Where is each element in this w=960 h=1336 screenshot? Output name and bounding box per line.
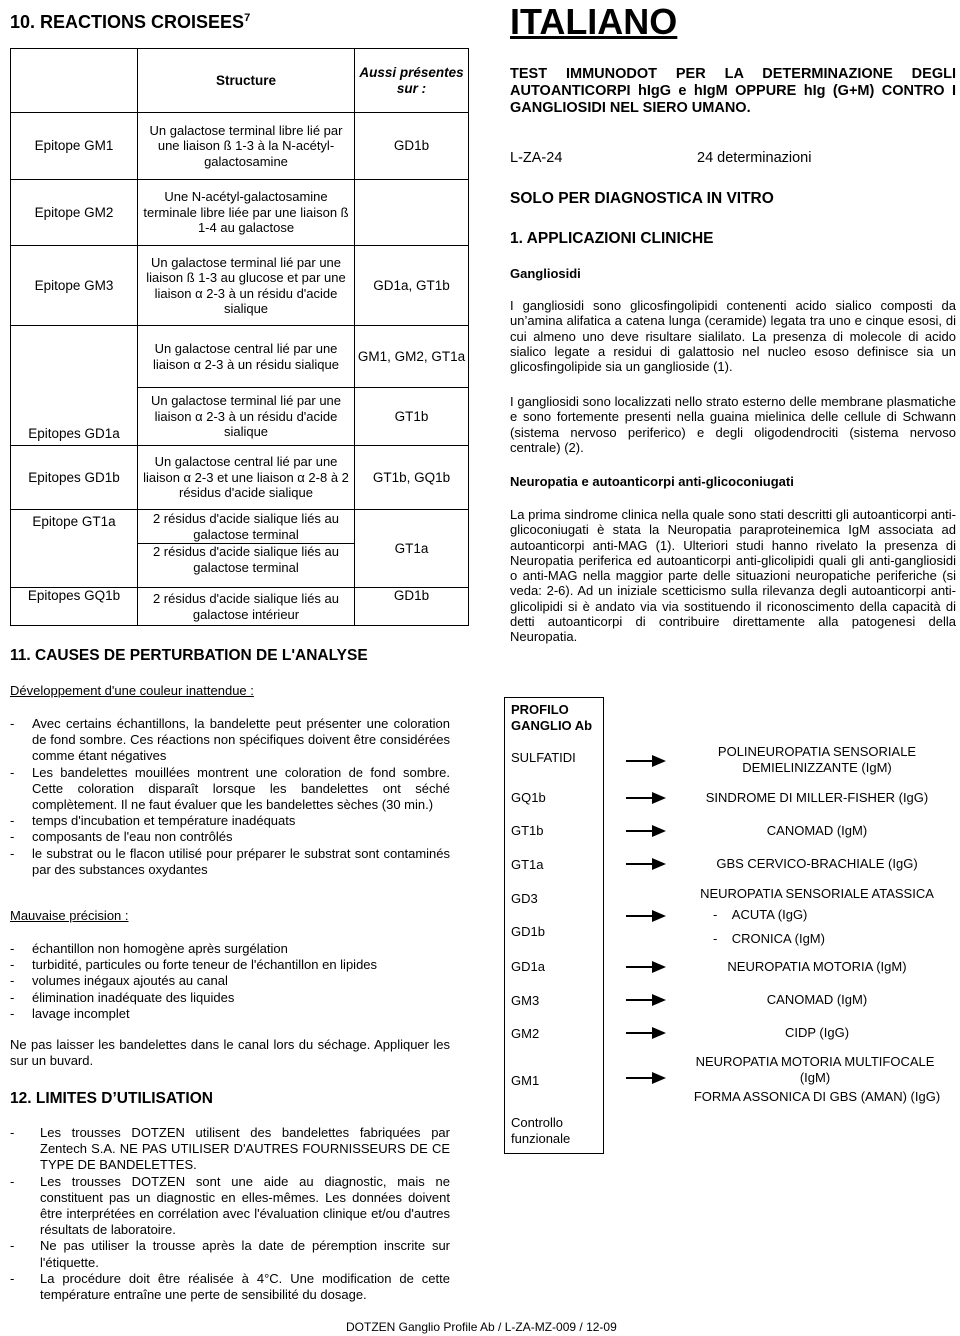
- structure-gt1a-a: 2 résidus d'acide sialique liés au galactose terminal: [138, 510, 355, 544]
- determinations-count: 24 determinazioni: [697, 150, 812, 166]
- profile-item-gq1b: GQ1b: [511, 790, 546, 805]
- structure-gq1b: 2 résidus d'acide sialique liés au galactose intérieur: [138, 588, 355, 626]
- gangliosidi-heading: Gangliosidi: [510, 266, 581, 281]
- arrow-right-icon: [626, 858, 666, 870]
- profile-header: PROFILO GANGLIO Ab: [511, 702, 593, 733]
- list-item: - le substrat ou le flacon utilisé pour préparer le substrat sont contaminés par des substances oxydantes: [10, 846, 450, 878]
- epitope-gm2: Epitope GM2: [11, 180, 138, 246]
- result-gm1-b: FORMA ASSONICA DI GBS (AMAN) (IgG): [693, 1089, 941, 1104]
- epitope-gq1b: Epitopes GQ1b: [11, 588, 138, 626]
- result-gt1a: GBS CERVICO-BRACHIALE (IgG): [716, 856, 918, 871]
- list-limites: [10, 1125, 450, 1303]
- profile-item-gd1a: GD1a: [511, 959, 545, 974]
- structure-gd1b-b: Un galactose central lié par une liaison α 2-3 et une liaison α 2-8 à 2 résidus d'acide sialique: [138, 446, 355, 510]
- structure-gd1a: Un galactose central lié par une liaison α 2-3 à un résidu sialique: [138, 326, 355, 388]
- profile-item-gt1a: GT1a: [511, 857, 544, 872]
- paragraph-localizzazione: I gangliosidi sono localizzati nello strato esterno delle membrane plasmatiche e sono fortemente presenti nella guaina mielinica delle cellule di Schwann (sistema nervoso periferico) e degli oligodendrociti (sistema nervoso centrale) (2).: [510, 394, 956, 455]
- aussi-gm2: [355, 180, 469, 246]
- list-item: - composants de l'eau non contrôlés: [10, 829, 450, 845]
- list-item: - élimination inadéquate des liquides: [10, 990, 450, 1006]
- product-code: L-ZA-24: [510, 150, 563, 166]
- arrow-right-icon: [626, 792, 666, 804]
- header-structure: Structure: [138, 49, 355, 113]
- list-item: - turbidité, particules ou forte teneur de l'échantillon en lipides: [10, 957, 450, 973]
- cross-reactions-table: [10, 48, 469, 626]
- section-10-title: 10. REACTIONS CROISEES$^7$: [10, 12, 251, 32]
- aussi-gd1b-a: GT1b: [355, 388, 469, 446]
- aussi-gt1a: GT1a: [355, 510, 469, 588]
- subheading-precision: Mauvaise précision :: [10, 908, 129, 923]
- aussi-gm3: GD1a, GT1b: [355, 246, 469, 326]
- diagnostic-label: SOLO PER DIAGNOSTICA IN VITRO: [510, 190, 774, 207]
- list-item: - La procédure doit être réalisée à 4°C. Une modification de cette température entraîne une perte de sensibilité du dosage.: [10, 1271, 450, 1303]
- result-gd3-cronica: - CRONICA (IgM): [713, 931, 825, 946]
- arrow-right-icon: [626, 825, 666, 837]
- result-gd3-acuta: - ACUTA (IgG): [713, 907, 808, 922]
- profile-item-gd3: GD3: [511, 891, 538, 906]
- list-couleur: [10, 716, 450, 878]
- footer-reference: DOTZEN Ganglio Profile Ab / L-ZA-MZ-009 / 12-09: [346, 1320, 617, 1334]
- subheading-couleur: Développement d'une couleur inattendue :: [10, 683, 254, 698]
- arrow-right-icon: [626, 1027, 666, 1039]
- section-12-title: 12. LIMITES D’UTILISATION: [10, 1090, 213, 1107]
- arrow-right-icon: [626, 961, 666, 973]
- result-gt1b: CANOMAD (IgM): [766, 823, 868, 838]
- profile-item-gm3: GM3: [511, 993, 540, 1008]
- aussi-gd1a: GM1, GM2, GT1a: [355, 326, 469, 388]
- epitope-gt1a: Epitope GT1a: [11, 510, 138, 588]
- test-title: TEST IMMUNODOT PER LA DETERMINAZIONE DEGLI AUTOANTICORPI hIgG e hIgM OPPURE hIg (G+M) CONTRO I GANGLIOSIDI NEL SIERO UMANO.: [510, 66, 956, 116]
- list-item: - Les trousses DOTZEN sont une aide au diagnostic, mais ne constituent pas un diagnostic en elles-mêmes. Les données doivent être interprétées en corrélation avec l'évaluation clinique et/ou d'autres résultats de laboratoire.: [10, 1174, 450, 1239]
- result-gm2: CIDP (IgG): [784, 1025, 850, 1040]
- profile-item-sulfatidi: SULFATIDI: [511, 750, 576, 765]
- header-aussi: Aussi présentes sur :: [355, 49, 469, 113]
- profile-item-gt1b: GT1b: [511, 823, 544, 838]
- structure-gm2: Une N-acétyl-galactosamine terminale libre liée par une liaison ß 1-4 au galactose: [138, 180, 355, 246]
- aussi-gd1b-b: GT1b, GQ1b: [355, 446, 469, 510]
- profile-item-gd1b: GD1b: [511, 924, 545, 939]
- structure-gm1: Un galactose terminal libre lié par une liaison ß 1-3 à la N-acétyl-galactosamine: [138, 113, 355, 180]
- neuropatia-heading: Neuropatia e autoanticorpi anti-glicoconiugati: [510, 474, 794, 489]
- list-item: - Les trousses DOTZEN utilisent des bandelettes fabriquées par Zentech S.A. NE PAS UTILISER D'AUTRES FOURNISSEURS DE CE TYPE DE BANDELETTES.: [10, 1125, 450, 1174]
- arrow-right-icon: [626, 910, 666, 922]
- result-gm3: CANOMAD (IgM): [766, 992, 868, 1007]
- result-gd3-heading: NEUROPATIA SENSORIALE ATASSICA: [700, 886, 934, 901]
- paragraph-gangliosidi: I gangliosidi sono glicosfingolipidi contenenti acido sialico composti da un’amina alifatica a catena lunga (ceramide) legata tra uno e cinque esosi, di cui almeno uno deve risultare sialilato. La presenza di molecole di acido sialico legate a residui di galattosio nel nucleo esoso definisce sia un glicosfingolipide sia un ganglioside (1).: [510, 298, 956, 375]
- result-gq1b: SINDROME DI MILLER-FISHER (IgG): [705, 790, 929, 805]
- list-item: - lavage incomplet: [10, 1006, 450, 1022]
- result-sulfatidi: POLINEUROPATIA SENSORIALE DEMIELINIZZANTE (IgM): [717, 744, 917, 775]
- structure-gm3: Un galactose terminal lié par une liaison ß 1-3 au glucose et par une liaison α 2-3 à un résidu d'acide sialique: [138, 246, 355, 326]
- list-item: - volumes inégaux ajoutés au canal: [10, 973, 450, 989]
- drying-note: Ne pas laisser les bandelettes dans le canal lors du séchage. Appliquer les sur un buvard.: [10, 1037, 450, 1069]
- aussi-gm1: GD1b: [355, 113, 469, 180]
- list-item: - échantillon non homogène après surgélation: [10, 941, 450, 957]
- epitope-gd1a: Epitopes GD1a: [11, 326, 138, 446]
- list-item: - Avec certains échantillons, la bandelette peut présenter une coloration de fond sombre. Ces réactions non spécifiques doivent être considérées comme étant négatives: [10, 716, 450, 765]
- list-item: - Ne pas utiliser la trousse après la date de péremption inscrite sur l'étiquette.: [10, 1238, 450, 1270]
- arrow-right-icon: [626, 755, 666, 767]
- result-gm1-a: NEUROPATIA MOTORIA MULTIFOCALE (IgM): [695, 1054, 935, 1085]
- section-11-title: 11. CAUSES DE PERTURBATION DE L'ANALYSE: [10, 647, 368, 664]
- structure-gd1b-a: Un galactose terminal lié par une liaison α 2-3 à un résidu d'acide sialique: [138, 388, 355, 446]
- arrow-right-icon: [626, 1072, 666, 1084]
- list-item: - Les bandelettes mouillées montrent une coloration de fond sombre. Cette coloration disparaît lorsque les bandelettes ont séché complètement. Il ne faut évaluer que les bandelettes sèches (30 min.): [10, 765, 450, 814]
- list-item: - temps d'incubation et température inadéquats: [10, 813, 450, 829]
- list-precision: [10, 941, 450, 1022]
- paragraph-neuropatia: La prima sindrome clinica nella quale sono stati descritti gli autoanticorpi anti-glicoconiugati è stata la Neuropatia paraproteinemica IgM associata ad autoanticorpi anti-MAG (1). Ulteriori studi hanno rivelato la presenza di Neuropatia periferica ed autoanticorpi anti-glicolipidi quali gli anti-gangliosidi o anti-MAG nella maggior parte delle situazioni neuropatiche periferiche (si veda: 2-6). Ad un iniziale scetticismo sulla rilevanza degli autoanticorpi anti-glicolipidi si è andato via via sostituendo il riconoscimento della capacità di detti autoanticorpi di contribuire direttamente alla patogenesi della Neuropatia.: [510, 507, 956, 645]
- profile-item-gm1: GM1: [511, 1073, 540, 1088]
- structure-gt1a-b: 2 résidus d'acide sialique liés au galactose terminal: [138, 544, 355, 588]
- result-gd1a: NEUROPATIA MOTORIA (IgM): [727, 959, 907, 974]
- epitope-gm1: Epitope GM1: [11, 113, 138, 180]
- language-title: ITALIANO: [510, 1, 678, 42]
- epitope-gd1b: Epitopes GD1b: [11, 446, 138, 510]
- arrow-right-icon: [626, 994, 666, 1006]
- profile-item-controllo: Controllo funzionale: [511, 1115, 571, 1146]
- profile-list: [504, 697, 604, 1154]
- aussi-gq1b: GD1b: [355, 588, 469, 626]
- profile-item-gm2: GM2: [511, 1026, 540, 1041]
- section-1-title: 1. APPLICAZIONI CLINICHE: [510, 230, 714, 247]
- epitope-gm3: Epitope GM3: [11, 246, 138, 326]
